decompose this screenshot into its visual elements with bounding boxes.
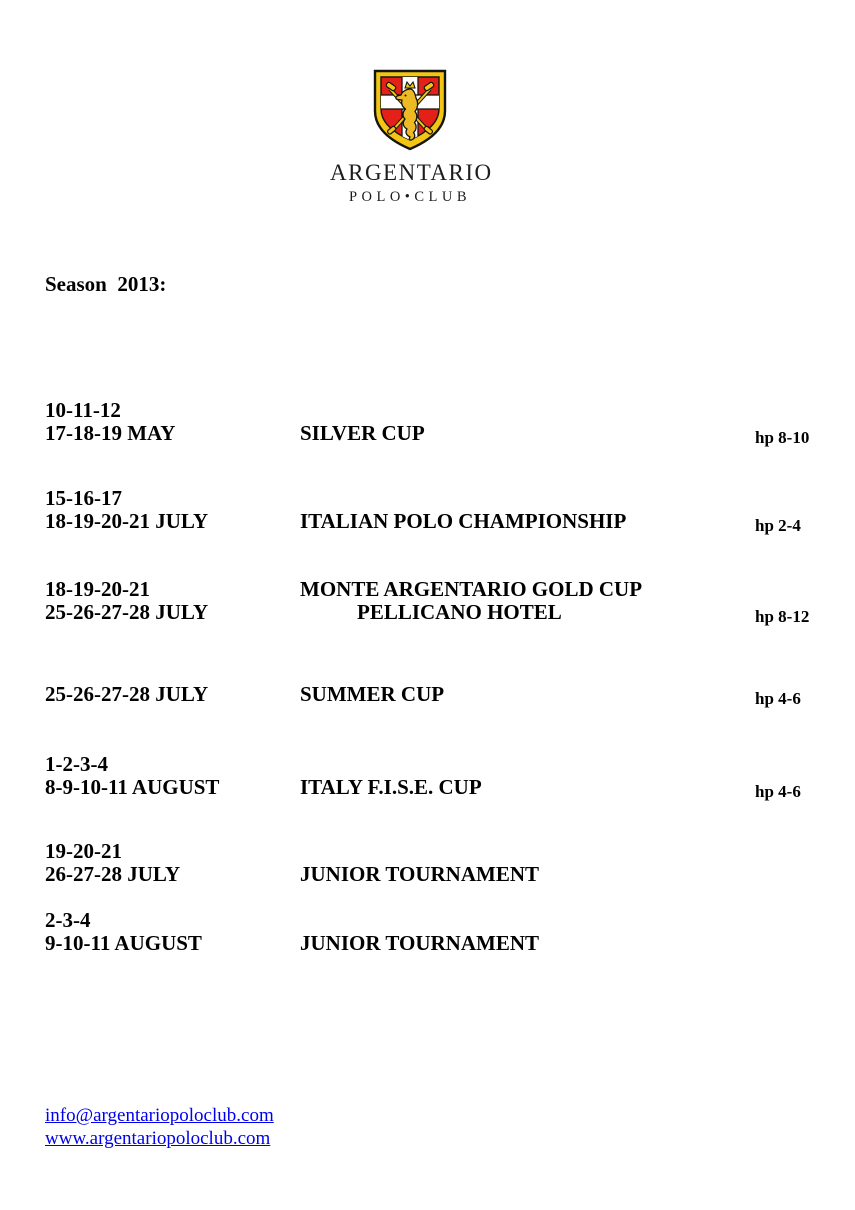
- email-link[interactable]: info@argentariopoloclub.com: [45, 1105, 274, 1126]
- entry-dates: [45, 578, 208, 624]
- entry-event-line: ITALIAN POLO CHAMPIONSHIP: [300, 509, 627, 533]
- entry-event-line: SILVER CUP: [300, 421, 425, 445]
- entry-date-line: 8-9-10-11 AUGUST: [45, 775, 220, 799]
- entry-date-line: 10-11-12: [45, 398, 121, 422]
- entry-date-line: 18-19-20-21 JULY: [45, 509, 209, 533]
- entry-handicap: hp 4-6: [755, 782, 801, 801]
- club-subtitle: POLO•CLUB: [348, 189, 472, 205]
- entry-date-line: 9-10-11 AUGUST: [45, 931, 202, 955]
- entry-dates: [45, 753, 219, 799]
- entry-dates: [45, 909, 202, 955]
- entry-date-line: 15-16-17: [45, 486, 122, 510]
- entry-event-line: MONTE ARGENTARIO GOLD CUP: [300, 577, 643, 601]
- entry-dates: [45, 399, 175, 445]
- entry-event: [300, 863, 539, 886]
- entry-date-line: 1-2-3-4: [45, 752, 108, 776]
- entry-handicap: hp 4-6: [755, 689, 801, 708]
- entry-date-line: 25-26-27-28 JULY: [45, 682, 209, 706]
- entry-dates: [45, 683, 208, 706]
- entry-event: [300, 776, 482, 799]
- entry-event: [300, 422, 425, 445]
- entry-date-line: 18-19-20-21: [45, 577, 150, 601]
- footer-links: [45, 1104, 274, 1150]
- entry-event: [300, 578, 642, 624]
- website-link[interactable]: www.argentariopoloclub.com: [45, 1128, 271, 1149]
- club-logo: [330, 68, 493, 206]
- entry-event-line: PELLICANO HOTEL: [357, 600, 562, 624]
- entry-dates: [45, 840, 180, 886]
- entry-event: [300, 510, 626, 533]
- entry-event-line: JUNIOR TOURNAMENT: [300, 931, 539, 955]
- entry-event-line: JUNIOR TOURNAMENT: [300, 862, 539, 886]
- entry-handicap: hp 8-12: [755, 607, 810, 626]
- entry-handicap: hp 2-4: [755, 516, 801, 535]
- entry-date-line: 19-20-21: [45, 839, 122, 863]
- club-name: ARGENTARIO: [330, 160, 493, 185]
- entry-event-line: SUMMER CUP: [300, 682, 445, 706]
- entry-handicap: hp 8-10: [755, 428, 810, 447]
- season-heading: Season 2013:: [45, 272, 167, 296]
- entry-event-line: ITALY F.I.S.E. CUP: [300, 775, 482, 799]
- entry-date-line: 25-26-27-28 JULY: [45, 600, 209, 624]
- entry-event: [300, 932, 539, 955]
- entry-date-line: 2-3-4: [45, 908, 91, 932]
- entry-dates: [45, 487, 208, 533]
- entry-event: [300, 683, 444, 706]
- entry-date-line: 17-18-19 MAY: [45, 421, 176, 445]
- entry-date-line: 26-27-28 JULY: [45, 862, 181, 886]
- club-crest-icon: [371, 68, 449, 152]
